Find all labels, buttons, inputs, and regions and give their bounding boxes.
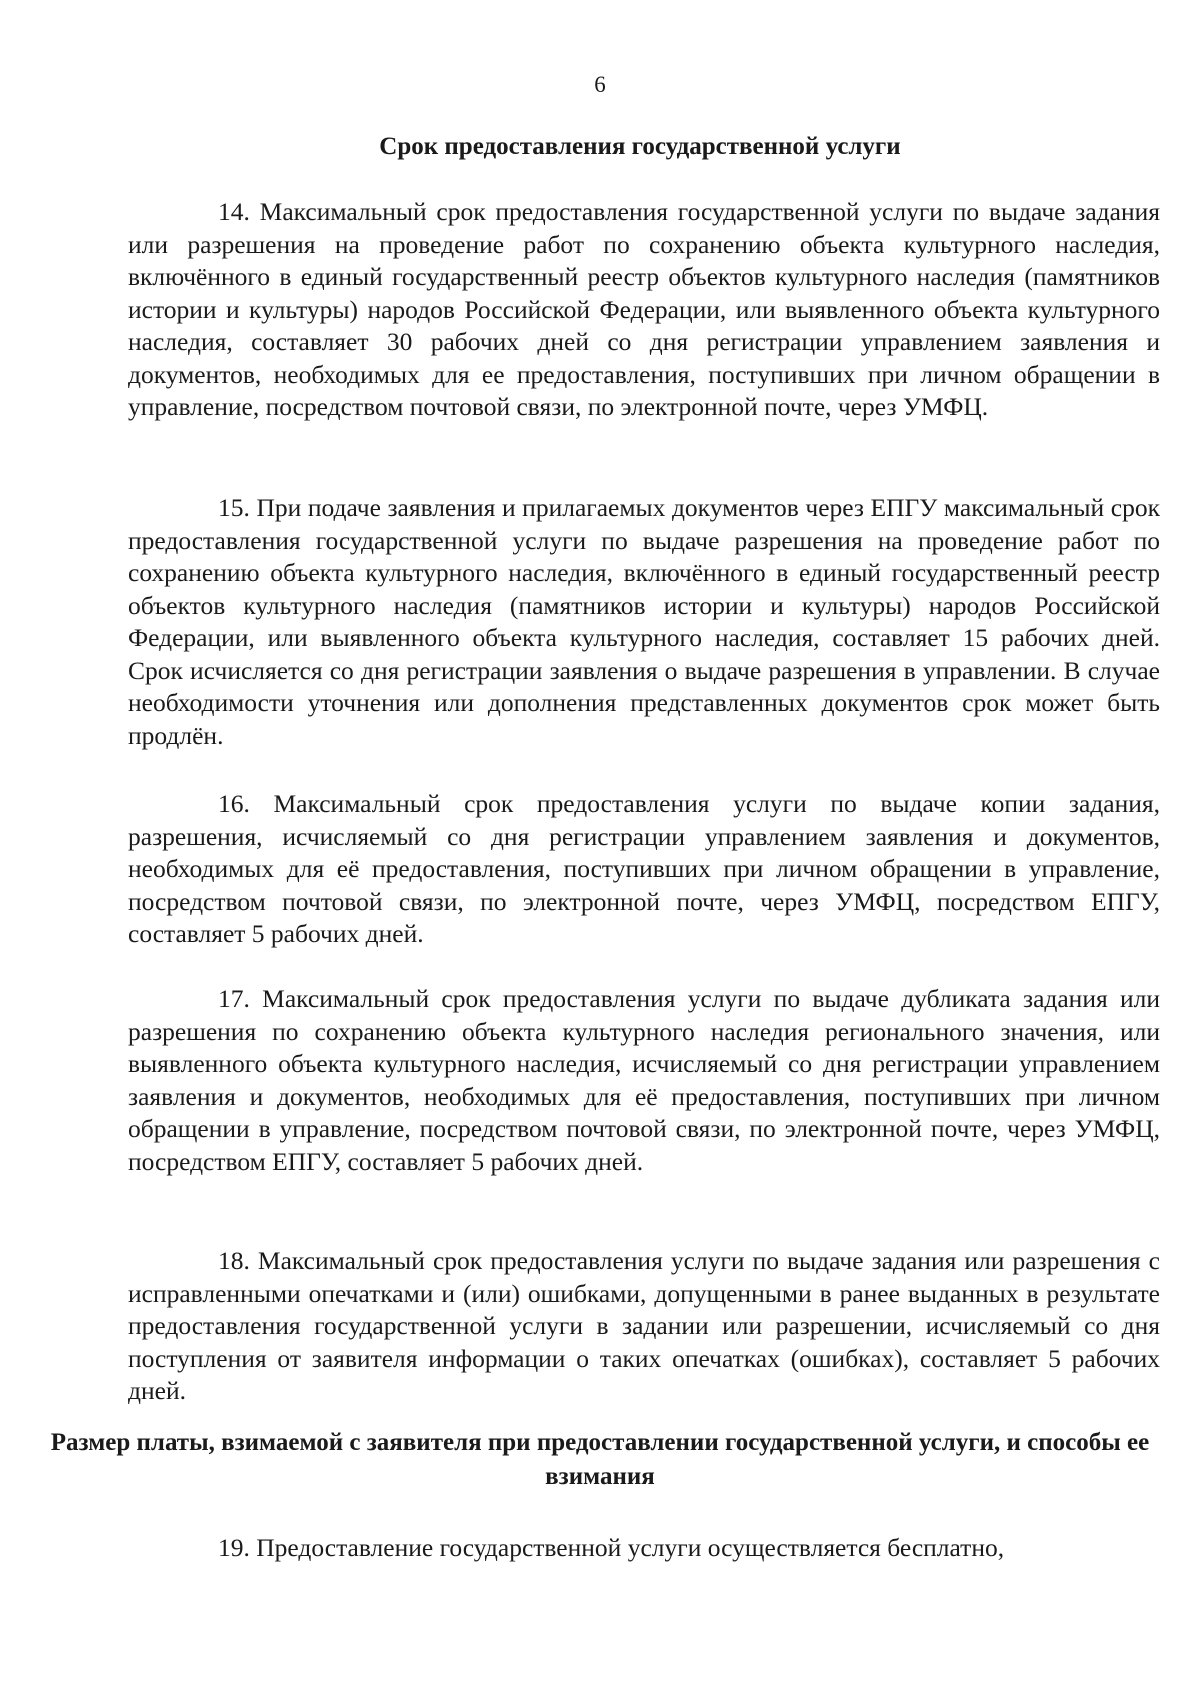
paragraph-19: 19. Предоставление государственной услуги осуществляется бесплатно, [218,1533,1005,1562]
paragraph-18: 18. Максимальный срок предоставления услуги по выдаче задания или разрешения с исправленными опечатками и (или) ошибками, допущенными в ранее выданных в результате предоставления государственной услуги в задании или разрешении, исчисляемый со дня поступления от заявителя информации о таких опечатках (ошибках), составляет 5 рабочих дней. [128,1246,1160,1405]
paragraph-15: 15. При подаче заявления и прилагаемых документов через ЕПГУ максимальный срок предоставления государственной услуги по выдаче разрешения на проведение работ по сохранению объекта культурного наследия, включённого в единый государственный реестр объектов культурного наследия (памятников истории и культуры) народов Российской Федерации, или выявленного объекта культурного наследия, составляет 15 рабочих дней. Срок исчисляется со дня регистрации заявления о выдаче разрешения в управлении. В случае необходимости уточнения или дополнения представленных документов срок может быть продлён. [128,493,1160,750]
section-heading-term: Срок предоставления государственной услуги [379,133,901,160]
page-number: 6 [594,72,606,97]
section-heading-fee: Размер платы, взимаемой с заявителя при предоставлении государственной услуги, и способы ее взимания [50,1429,1150,1490]
paragraph-14: 14. Максимальный срок предоставления государственной услуги по выдаче задания или разрешения на проведение работ по сохранению объекта культурного наследия, включённого в единый государственный реестр объектов культурного наследия (памятников истории и культуры) народов Российской Федерации, или выявленного объекта культурного наследия, составляет 30 рабочих дней со дня регистрации управлением заявления и документов, необходимых для ее предоставления, поступивших при личном обращении в управление, посредством почтовой связи, по электронной почте, через УМФЦ. [128,197,1160,421]
paragraph-17: 17. Максимальный срок предоставления услуги по выдаче дубликата задания или разрешения по сохранению объекта культурного наследия регионального значения, или выявленного объекта культурного наследия, исчисляемый со дня регистрации управлением заявления и документов, необходимых для её предоставления, поступивших при личном обращении в управление, посредством почтовой связи, по электронной почте, через УМФЦ, посредством ЕПГУ, составляет 5 рабочих дней. [128,984,1160,1176]
paragraph-16: 16. Максимальный срок предоставления услуги по выдаче копии задания, разрешения, исчисляемый со дня регистрации управлением заявления и документов, необходимых для её предоставления, поступивших при личном обращении в управление, посредством почтовой связи, по электронной почте, через УМФЦ, посредством ЕПГУ, составляет 5 рабочих дней. [128,789,1160,948]
